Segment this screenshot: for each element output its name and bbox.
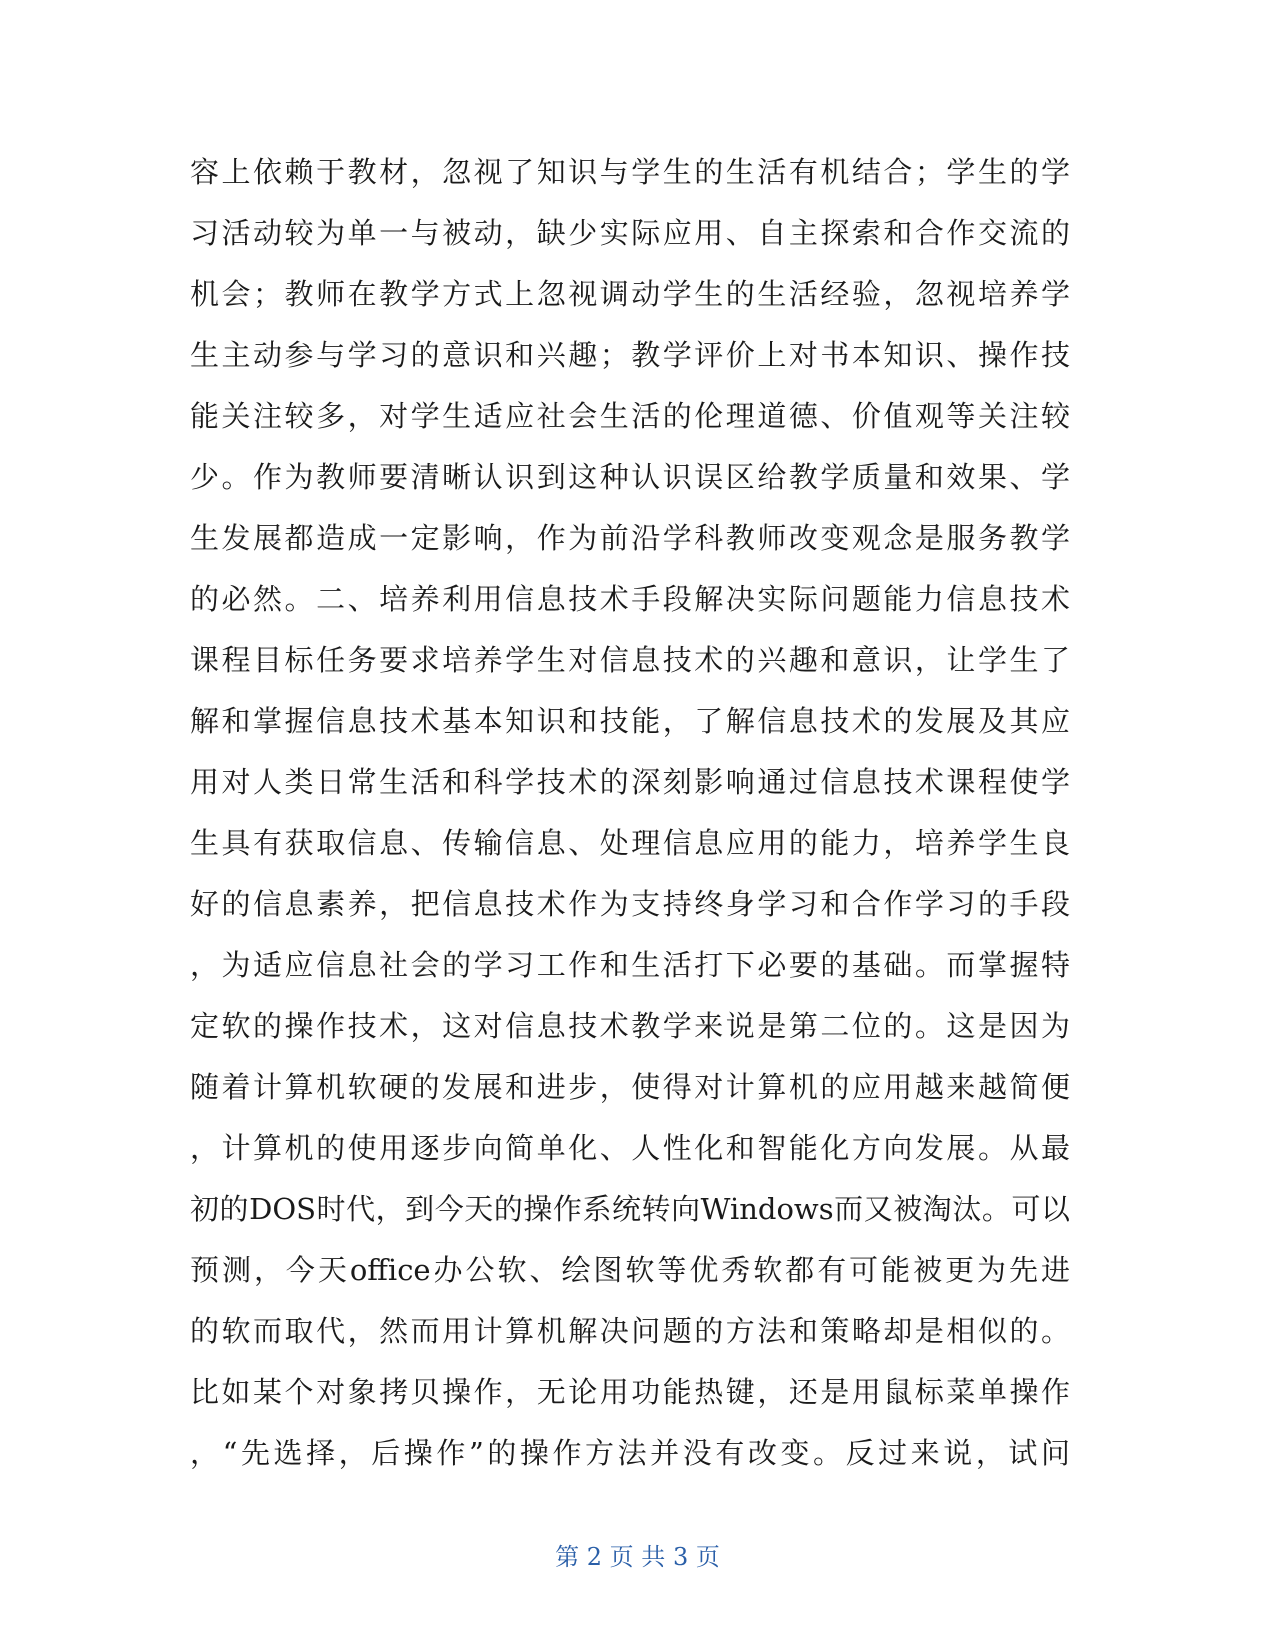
page-number-footer: 第 2 页 共 3 页: [555, 1543, 720, 1571]
text-line: 能关注较多，对学生适应社会生活的伦理道德、价值观等关注较: [190, 399, 1070, 433]
text-line: 初的DOS时代，到今天的操作系统转向Windows而又被淘汰。可以: [190, 1192, 1070, 1226]
text-line: 好的信息素养，把信息技术作为支持终身学习和合作学习的手段: [190, 887, 1070, 921]
text-line: ，“先选择，后操作”的操作方法并没有改变。反过来说，试问: [190, 1436, 1070, 1470]
text-line: 机会；教师在教学方式上忽视调动学生的生活经验，忽视培养学: [190, 277, 1070, 311]
text-line: 生具有获取信息、传输信息、处理信息应用的能力，培养学生良: [190, 826, 1070, 860]
text-line: 预测，今天office办公软、绘图软等优秀软都有可能被更为先进: [190, 1253, 1070, 1287]
text-line: 比如某个对象拷贝操作，无论用功能热键，还是用鼠标菜单操作: [190, 1375, 1070, 1409]
text-line: 少。作为教师要清晰认识到这种认识误区给教学质量和效果、学: [190, 460, 1070, 494]
text-line: ，为适应信息社会的学习工作和生活打下必要的基础。而掌握特: [190, 948, 1070, 982]
text-line: 生发展都造成一定影响，作为前沿学科教师改变观念是服务教学: [190, 521, 1070, 555]
text-line: 的必然。二、培养利用信息技术手段解决实际问题能力信息技术: [190, 582, 1070, 616]
text-line: 用对人类日常生活和科学技术的深刻影响通过信息技术课程使学: [190, 765, 1070, 799]
text-line: 的软而取代，然而用计算机解决问题的方法和策略却是相似的。: [190, 1314, 1070, 1348]
text-line: 生主动参与学习的意识和兴趣；教学评价上对书本知识、操作技: [190, 338, 1070, 372]
text-line: 容上依赖于教材，忽视了知识与学生的生活有机结合；学生的学: [190, 155, 1070, 189]
body-text: [190, 142, 1070, 1484]
text-line: 课程目标任务要求培养学生对信息技术的兴趣和意识，让学生了: [190, 643, 1070, 677]
text-line: 随着计算机软硬的发展和进步，使得对计算机的应用越来越简便: [190, 1070, 1070, 1104]
text-line: 解和掌握信息技术基本知识和技能，了解信息技术的发展及其应: [190, 704, 1070, 738]
text-line: ，计算机的使用逐步向简单化、人性化和智能化方向发展。从最: [190, 1131, 1070, 1165]
text-line: 定软的操作技术，这对信息技术教学来说是第二位的。这是因为: [190, 1009, 1070, 1043]
text-line: 习活动较为单一与被动，缺少实际应用、自主探索和合作交流的: [190, 216, 1070, 250]
